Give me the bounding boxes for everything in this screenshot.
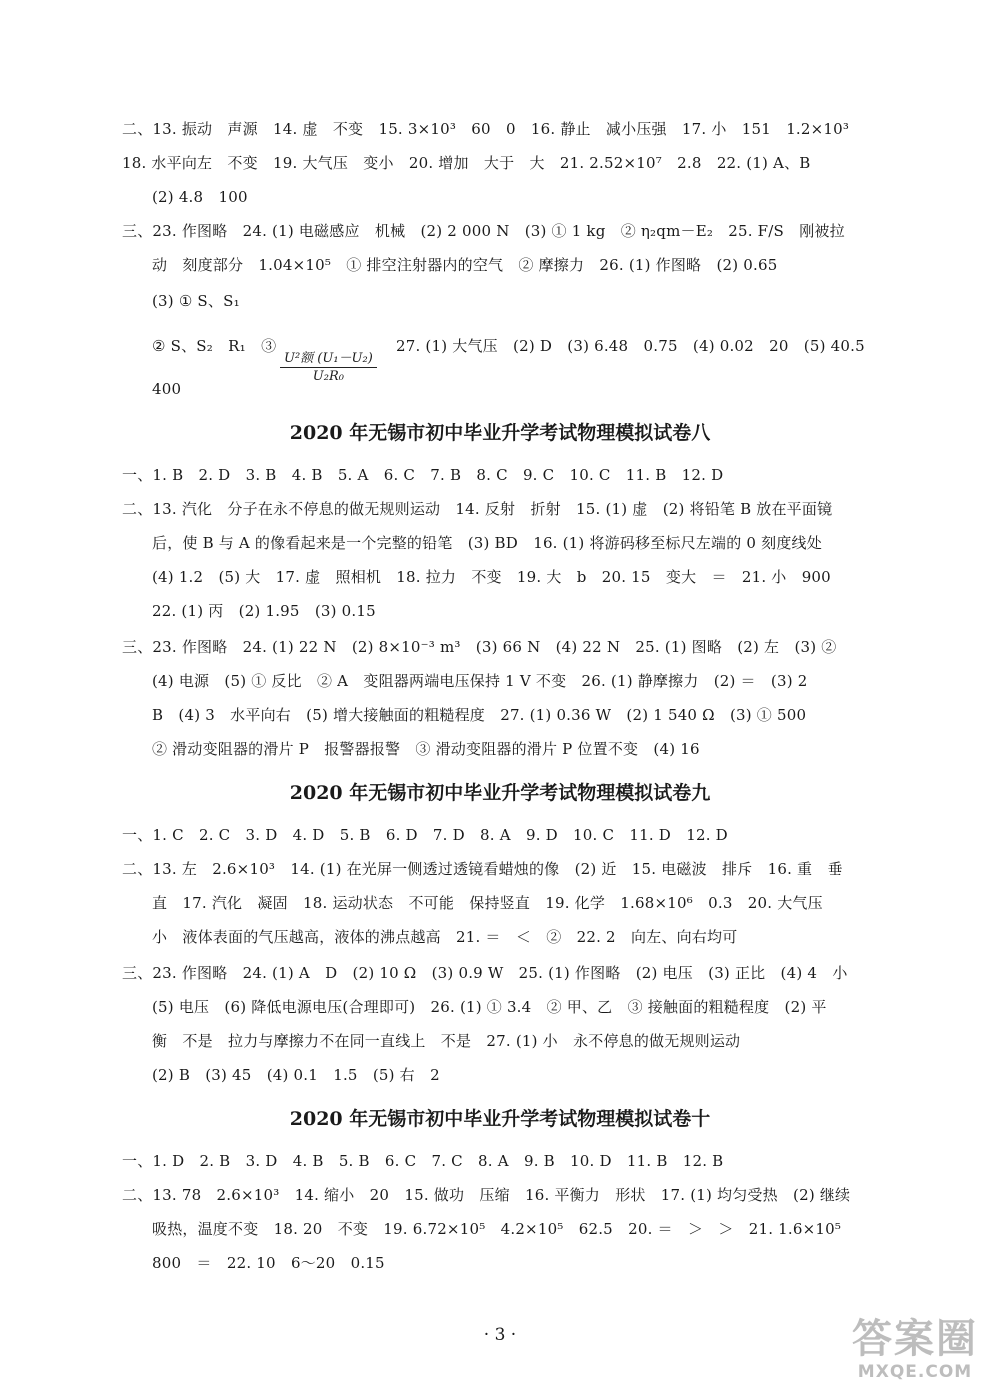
answer-line: 后，使 B 与 A 的像看起来是一个完整的铅笔 (3) BD 16. (1) 将游码移至标尺左端的 0 刻度线处 xyxy=(152,534,822,552)
answer-line: 直 17. 汽化 凝固 18. 运动状态 不可能 保持竖直 19. 化学 1.68×10⁶ 0.3 20. 大气压 xyxy=(152,894,823,912)
answer-line: 一、1. C 2. C 3. D 4. D 5. B 6. D 7. D 8. A 9. D 10. C 11. D 12. D xyxy=(122,826,728,844)
answer-line: 800 ＝ 22. 10 6～20 0.15 xyxy=(152,1254,385,1272)
answer-line: 二、13. 汽化 分子在永不停息的做无规则运动 14. 反射 折射 15. (1) 虚 (2) 将铅笔 B 放在平面镜 xyxy=(122,500,833,518)
page-number: · 3 · xyxy=(483,1325,517,1345)
section-title: 2020 年无锡市初中毕业升学考试物理模拟试卷九 xyxy=(289,782,711,804)
watermark-logo xyxy=(852,1316,978,1382)
answer-line: (2) B (3) 45 (4) 0.1 1.5 (5) 右 2 xyxy=(152,1066,440,1084)
answer-line: 一、1. B 2. D 3. B 4. B 5. A 6. C 7. B 8. C 9. C 10. C 11. B 12. D xyxy=(122,466,724,484)
answer-line: (4) 1.2 (5) 大 17. 虚 照相机 18. 拉力 不变 19. 大 b 20. 15 变大 ＝ 21. 小 900 xyxy=(152,568,831,586)
answer-line: 二、13. 振动 声源 14. 虚 不变 15. 3×10³ 60 0 16. 静止 减小压强 17. 小 151 1.2×10³ xyxy=(122,120,850,138)
answer-line: 三、23. 作图略 24. (1) A D (2) 10 Ω (3) 0.9 W 25. (1) 作图略 (2) 电压 (3) 正比 (4) 4 小 xyxy=(122,964,848,982)
answer-line: ② 滑动变阻器的滑片 P 报警器报警 ③ 滑动变阻器的滑片 P 位置不变 (4) 16 xyxy=(152,740,700,758)
answer-line: 二、13. 78 2.6×10³ 14. 缩小 20 15. 做功 压缩 16. 平衡力 形状 17. (1) 均匀受热 (2) 继续 xyxy=(122,1186,851,1204)
formula-fraction xyxy=(280,347,377,384)
answer-line: 22. (1) 丙 (2) 1.95 (3) 0.15 xyxy=(152,602,376,620)
answer-line: 三、23. 作图略 24. (1) 22 N (2) 8×10⁻³ m³ (3) 66 N (4) 22 N 25. (1) 图略 (2) 左 (3) ② xyxy=(122,638,837,656)
answer-line: 动 刻度部分 1.04×10⁵ ① 排空注射器内的空气 ② 摩擦力 26. (1) 作图略 (2) 0.65 xyxy=(152,256,778,274)
answer-line: 400 xyxy=(152,380,182,398)
answer-line: (2) 4.8 100 xyxy=(152,188,248,206)
watermark-text: 答案圈 xyxy=(852,1316,978,1362)
answer-line: ② S、S₂ R₁ ③ xyxy=(152,337,277,355)
watermark-url: MXQE.COM xyxy=(857,1362,973,1382)
answer-line: (4) 电源 (5) ① 反比 ② A 变阻器两端电压保持 1 V 不变 26. (1) 静摩擦力 (2) ＝ (3) 2 xyxy=(152,672,808,690)
answer-line: 一、1. D 2. B 3. D 4. B 5. B 6. C 7. C 8. A 9. B 10. D 11. B 12. B xyxy=(122,1152,724,1170)
answer-line: 二、13. 左 2.6×10³ 14. (1) 在光屏一侧透过透镜看蜡烛的像 (2) 近 15. 电磁波 排斥 16. 重 垂 xyxy=(122,860,843,878)
formula-numerator: U²额 (U₁－U₂) xyxy=(280,347,377,368)
section-title: 2020 年无锡市初中毕业升学考试物理模拟试卷十 xyxy=(289,1108,711,1130)
answer-line: B (4) 3 水平向右 (5) 增大接触面的粗糙程度 27. (1) 0.36 W (2) 1 540 Ω (3) ① 500 xyxy=(152,706,807,724)
formula-denominator: U₂R₀ xyxy=(312,369,344,384)
answer-line: (5) 电压 (6) 降低电源电压(合理即可) 26. (1) ① 3.4 ② 甲、乙 ③ 接触面的粗糙程度 (2) 平 xyxy=(152,998,827,1016)
answer-line: 衡 不是 拉力与摩擦力不在同一直线上 不是 27. (1) 小 永不停息的做无规则运动 xyxy=(152,1032,741,1050)
answer-line: (3) ① S、S₁ xyxy=(152,292,240,310)
answer-line: 小 液体表面的气压越高，液体的沸点越高 21. ＝ ＜ ② 22. 2 向左、向右均可 xyxy=(152,928,738,946)
section-title: 2020 年无锡市初中毕业升学考试物理模拟试卷八 xyxy=(289,422,711,444)
answer-line: 三、23. 作图略 24. (1) 电磁感应 机械 (2) 2 000 N (3) ① 1 kg ② η₂qm－E₂ 25. F/S 刚被拉 xyxy=(122,222,845,240)
answer-line: 18. 水平向左 不变 19. 大气压 变小 20. 增加 大于 大 21. 2.52×10⁷ 2.8 22. (1) A、B xyxy=(122,154,811,172)
answer-line: 27. (1) 大气压 (2) D (3) 6.48 0.75 (4) 0.02 20 (5) 40.5 xyxy=(396,337,865,355)
answer-line: 吸热，温度不变 18. 20 不变 19. 6.72×10⁵ 4.2×10⁵ 62.5 20. ＝ ＞ ＞ 21. 1.6×10⁵ xyxy=(152,1220,842,1238)
